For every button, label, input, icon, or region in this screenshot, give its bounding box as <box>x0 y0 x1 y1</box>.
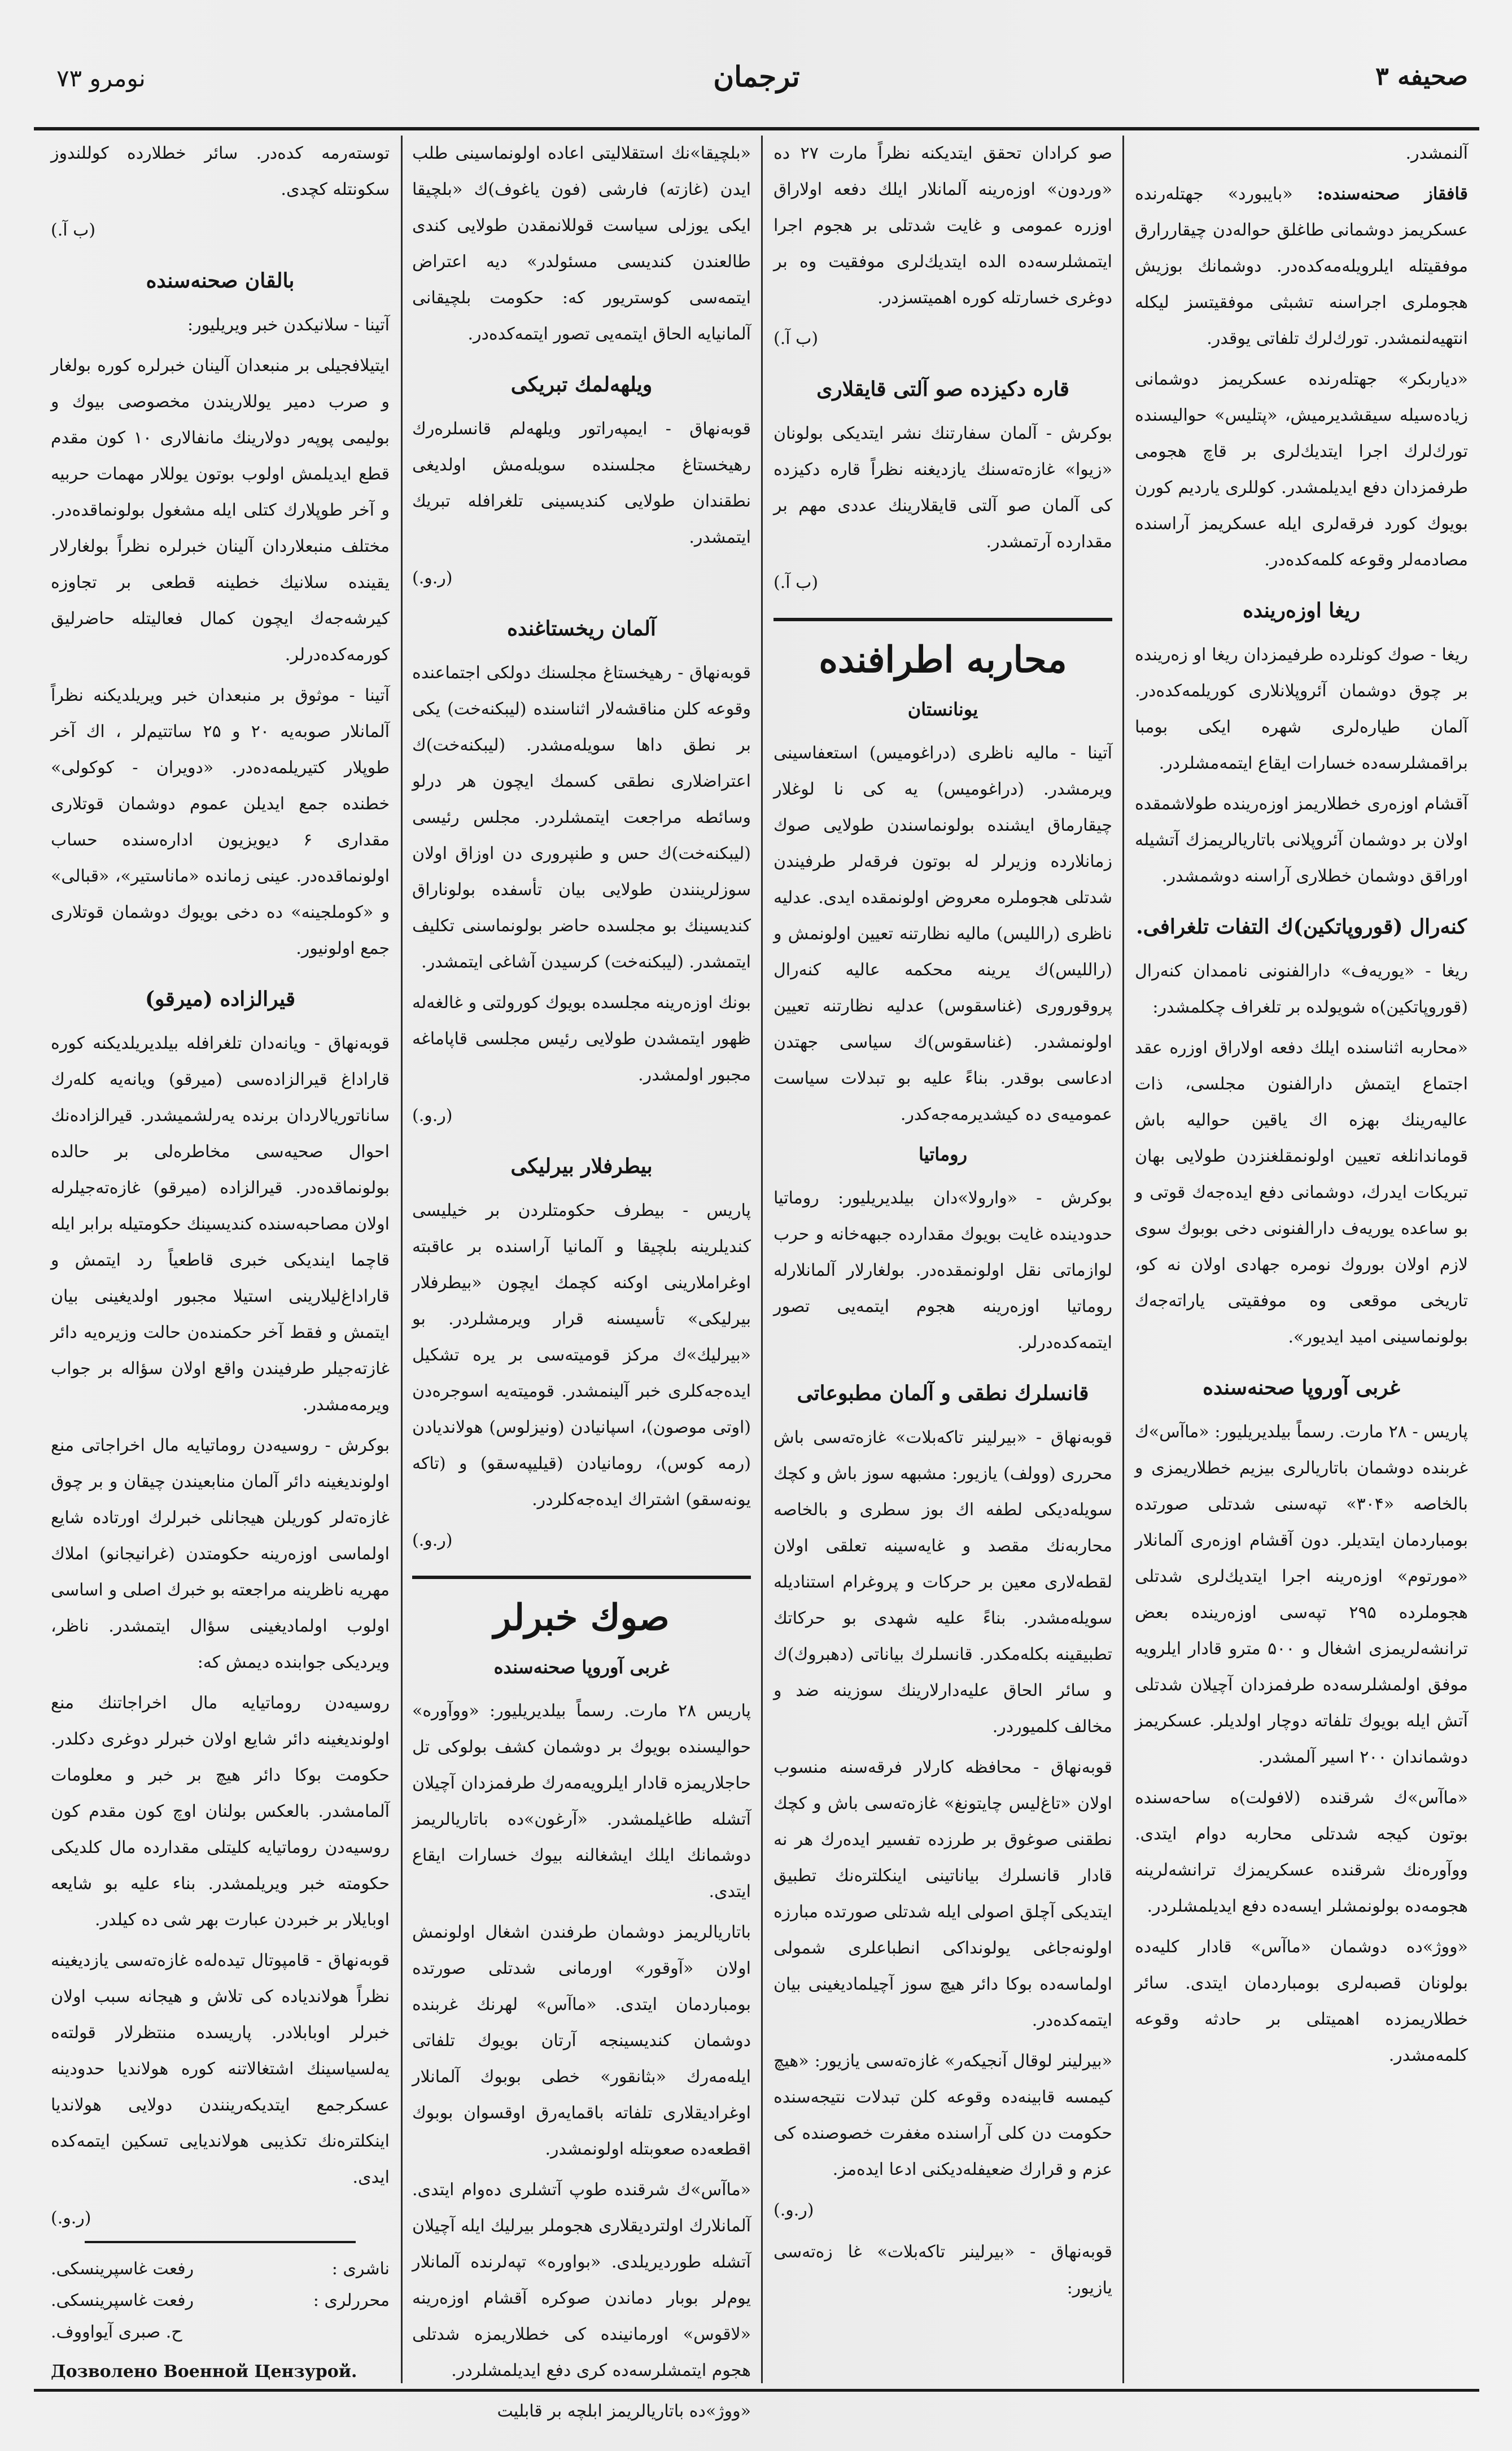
agency-signature: (ر.و.) <box>412 1106 453 1126</box>
verdun-text: صو کرادان تحقق ایتدیکنه نظراً مارت ۲۷ ده «وردون» اوزه‌رینه آلمانلار ایلك دفعه اولاراق اوزره عمومی و غایت شدتلی بر هجوم اجرا ایتمشلرسه‌ده الده ایتدیك‌لری موفقیت وه بر دوغری خسارتله کوره اهمیتسزدر. <box>774 143 1112 308</box>
editors-row <box>51 2285 390 2317</box>
caucasus-label: قافقاز صحنه‌سنده: <box>1317 184 1468 204</box>
front-text: توسته‌رمه کده‌در. سائر خطلارده کوللندوز سکونتله کچدی. <box>51 143 390 199</box>
page-number: صحیفه ۳ <box>1375 62 1468 91</box>
agency-signature: (ب آ.) <box>51 220 96 240</box>
evening-text: آقشام اوزه‌ری خطلاریمز اوزه‌رینده طولاشمقده اولان بر دوشمان آئروپلانی باتاریالریمزك آتشیله اوراقق دوشمان خطلاری آراسنه دوشمشدر. <box>1135 794 1468 886</box>
paris-text-2: باتاریالریمز دوشمان طرفندن اشغال اولونمش اولان «آوقور» اورمانی شدتلی صورتده بومباردمان ایتدی. «ماآس» لهرنك غربنده دوشمان کندیسینجه آرتان بویوك تلفاتی ایله‌مه‌رك «بثانقور» خطی بوبوك آلمانلار اوغرادیقلاری تلفاته باقمایه‌رق اوقسوان بوبوك اقطعه‌ده صعوبتله اولونمشدر. <box>412 1922 751 2159</box>
agency-signature: (ر.و.) <box>774 2200 814 2220</box>
neutrals-heading: بیطرفلار بیرلیکی <box>510 1154 653 1178</box>
prince-text: قوبه‌نهاق - ویانه‌دان تلغرافله بیلدیریلدیکنه کوره قاراداغ قیرالزاده‌سی (میرقو) ویانه‌یه کله‌رك ساناتوریالاردان برنده یه‌رلشمیشدر. قیرالزاده‌نك احوال صحیه‌سی مخاطره‌لی بر حالده بولونماقده‌در. قیرالزاده (میرقو) غازه‌ته‌جیلرله اولان مصاحبه‌سنده کندیسینك حکومتیله برابر ایله قاچما ایندیکی خبری قاطعیاً رد ایتمش و قاراداغ‌لیلارینی استیلا مجبور اولدیغینی بیان ایتمش و فقط آخر حکمنده‌ن حالت وزیره‌یه دائر غازته‌جیلر طرفیندن واقع اولان سؤاله بر جواب ویرمه‌مشدر. <box>51 1033 390 1415</box>
balkan-text: ایتیلافجیلی بر منبعدان آلینان خبرلره کوره بولغار و صرب دمیر یوللاریندن مخصوصی بیوك و بولیمی پوپه‌ر دو‌لارینك مانفالاری ۱۰ کون مقدم قطع ایدیلمش اولوب بوتون یوللار مهمات حربیه و آخر طوپلارك کتلی ایله مشغول بولونماقده‌در. مختلف منبعلاردان آلینان خبرلره نظراً بولغارلار یقینده سلانیك خطینه قطعی بر تجاوزه کیرشه‌جه‌ك ایچون کمال فعالیتله حاضرلیق کورمه‌کده‌درلر. <box>51 356 390 665</box>
issue-number: نومرو ۷۳ <box>56 64 146 92</box>
wilhelm-text: قوبه‌نهاق - ایمپه‌راتور ویلهه‌لم قانسلره‌رك رهیخستاغ مجلسنده سویله‌مش اولدیغی نطقندان طولایی کندیسینی تلغرافله تبریك ایتمشدر. <box>412 419 751 547</box>
last-text: قوبه‌نهاق - «بیرلینر تاکه‌بلات» غا زه‌ته‌سی یازیور: <box>774 2242 1112 2298</box>
chancellor-speech-heading: قانسلرك نطقی و آلمان مطبوعاتی <box>797 1381 1089 1405</box>
imprint <box>51 2231 390 2388</box>
paris-text-3: «ماآس»ك شرقنده طوپ آتشلری ده‌وام ایتدی. آلمانلارك اولتردیقلاری هجوملر بیرلیك ایله آچیلان آتشله طوردیریلدی. «بواوره» تپه‌لرنده آلمانلار یوم‌لر بوبار دماندن صوکره آقشام اوزه‌رینه «لاقوس» اورمانینده کی خطلاریمزه شدتلی هجوم ایتمشلرسه‌ده کری دفع ایدیلمشلردر. <box>412 2180 751 2380</box>
wilhelm-heading: ویلهه‌لمك تبریکی <box>510 373 653 396</box>
publisher-row <box>51 2253 390 2285</box>
west-front-text: پاریس - ۲۸ مارت. رسماً بیلدیریلیور: «ماآس»ك غربنده دوشمان باتاریالری بیزیم خطلاریمزی و بالخاصه «۳۰۴» تپه‌سنی شدتلی صورتده بومباردمان ایتدیلر. دون آقشام اوزه‌ری آلمانلار «مورتوم» اوزه‌رینه اجرا ایتدیك‌لری شدتلی هجوملرده ۲۹۵ تپه‌سی اوزه‌رینده بعض ترانشه‌لریمزی اشغال و ۵۰۰ مترو قادار ایلرویه موفق اولمشلرسه‌ده طرفمزدان آچیلان شدتلی آتش ایله بویوك تلفاته دوچار اولدیلر. عسکریمز دوشماندان ۲۰۰ اسیر آلمشدر. <box>1135 1422 1468 1767</box>
paris-text: پاریس ۲۸ مارت. رسماً بیلدیریلیور: «ووآوره» حوالیسنده بویوك بر دوشمان کشف بولوکی تل حاجلاریمزه قادار ایلرویه‌مه‌رك طرفمزدان آچیلان آتشله طاغیلمشدر. «آرغون»ده باتاریالریمز دوشمانك ایلك ایشغالنه بیوك خسارات ایقاع ایتدی. <box>412 1701 751 1902</box>
editor-1: رفعت غاسپرینسکی. <box>51 2291 194 2310</box>
article-caucasus <box>1135 176 1468 357</box>
general-heading: کنه‌رال (قوروپاتکین)ك التفات تلغرافی. <box>1136 915 1467 939</box>
bottom-rule <box>34 2389 1479 2392</box>
publisher-name: رفعت غاسپرینسکی. <box>51 2259 194 2279</box>
reichstag-text: قوبه‌نهاق - رهیخستاغ مجلسنك دولکی اجتماعنده وقوعه کلن مناقشه‌لار اثناسنده (لیبکنه‌خت) یکی بر نطق داها سویله‌مشدر. (لیبکنه‌خت)ك اعتراضلاری نطقی کسمك ایچون هر درلو وسائطه مراجعت ایتمشلردر. مجلس رئیسی (لیبکنه‌خت)ك حس و طنپروری دن اوزاق اولان سوزلرینندن طولایی بیان تأسفده بولوناراق کندیسینك بو مجلسده حاضر بولونماسنی تکلیف ایتمشدر. (لیبکنه‌خت) کرسیدن آشاغی ایتمشدر. <box>412 663 751 972</box>
war-section-heading: محاربه اطرافنده <box>774 618 1112 686</box>
general-text: ریغا - «یوریه‌ف» دارالفنونی ناممدان کنه‌رال (قوروپاتکین)ه شویولده بر تلغراف چکلمشدر: <box>1135 961 1468 1017</box>
black-sea-heading: قاره دکیزده صو آلتی قایقلاری <box>816 377 1069 401</box>
bucharest-quote: روسیه‌دن روماتیایه مال اخراجاتنك منع اولوندیغینه دائر شایع اولان خبرلر دوغری دکلدر. حکومت بوکا دائر هیچ بر خبر و معلومات آلمامشدر. بالعکس بولنان اوچ کون مقدم کون روسیه‌دن روماتیایه کلیتلی مقدارده مال کلدیکی حکومته خبر ویریلمشدر. بناء علیه بو شایعه اوبایلار بر خبردن عبارت بهر شی ده کیلدر. <box>51 1693 390 1930</box>
masthead: ترجمان <box>713 60 800 93</box>
reichstag-heading: آلمان ریخستاغنده <box>507 617 656 640</box>
agency-signature: (ر.و.) <box>412 568 453 588</box>
column-4 <box>51 136 390 2228</box>
chancellor-speech-text: قوبه‌نهاق - «بیرلینر تاکه‌بلات» غازه‌ته‌سی باش محرری (وولف) یازیور: مشبهه سوز باش و کچك سویله‌دیکی لطفه اك بوز سطری و بالخاصه محاربه‌نك مقصد و غایه‌سینه تعلقی اولان لقطه‌لاری معین بر حرکات و پروغرام استنادیله سویله‌مشدر. بناءً علیه شهدی بو حرکاتك تطبیقینه بکله‌مکدر. قانسلرك بیاناتی (دهبروك)ك و سائر الحاق علیه‌دارلارینك سوزینه ضد و مخالف کلمیوردر. <box>774 1428 1112 1737</box>
riga-text: ریغا - صوك کونلرده طرفیمزدان ریغا او زه‌رینده بر چوق دوشمان آئروپلانلاری کوریلمه‌کده‌در. آلمان طیاره‌لری شهره ایکی بومبا براقمشلرسه‌ده خسارات ایقاع ایتمه‌مشلردر. <box>1135 645 1468 773</box>
agency-signature: (ب آ.) <box>774 329 819 348</box>
vosges-text: «ووژ»ده دوشمان «ماآس» قادار کلیه‌ده بولونان قصبه‌لری بومباردمان ایتدی. سائر خطلاریمزده اهمیتلی بر حادثه وقوعه کلمه‌مشدر. <box>1135 1937 1468 2065</box>
running-header <box>34 51 1479 119</box>
column-divider <box>1122 136 1124 2383</box>
west-front-heading: غربی آوروپا صحنه‌سنده <box>1203 1376 1400 1399</box>
west-front-subheading: غربی آوروپا صحنه‌سنده <box>493 1656 670 1678</box>
censor-note: Дозволено Военной Цензурой. <box>51 2362 357 2382</box>
athens-text: آتینا - موثوق بر منبعدان خبر ویریلدیکنه نظراً آلمانلار صوبه‌یه ۲۰ و ۲۵ ساتتیم‌لر ، اك آخر طوپلار کتیریلمه‌ده‌در. «دویران - کوکولی» خطنده جمع ایدیلن عموم دوشمان قوتلاری مقداری ۶ دیویزیون اداره‌سنده حساب اولونماقده‌در. عینی زمانده «ماناستیر»، «قبالی» و «کوملجینه» ده دخی بویوك دوشمان قوتلاری جمع اولونیور. <box>51 686 390 958</box>
general-quote: «محاربه اثناسنده ایلك دفعه اولاراق اوزره عقد اجتماع ایتمش دارالفنون مجلسی، ذات عالیه‌رینك بهزه اك یاقین حوالیه باش قوماندانلغه تعیین اولونمقلغنزدن طولایی بهان تبریکات ایدرك، دوشمانی دفع ایده‌جه‌ك قوتی و بو ساعده یوریه‌ف دارالفنونی دخی بوبوك سوی لازم اولان بوروك نومره جهادی اولان نه کو، تاریخی موقعی وه موفقیتی یاراته‌جه‌ك بولونماسینی امید ایدیور». <box>1135 1038 1468 1347</box>
balkan-sub: آتینا - سلانیکدن خبر ویریلیور: <box>187 315 390 335</box>
column-1 <box>1135 136 1468 2366</box>
column-2 <box>774 136 1112 2366</box>
intro-line: آلنمشدر. <box>1405 143 1468 163</box>
greece-heading: یونانستان <box>907 699 978 720</box>
neutrals-text: پاریس - بیطرف حکومتلردن بر خیلیسی کندیلرینه بلچیقا و آلمانیا آراسنده بر عاقبته اوغراملارینی اوکنه کچمك ایچون «بیطرفلار بیرلیکی» تأسیسنه قرار ویرمشلردر. بو «بیرلیك»ك مرکز قومیته‌سی بر یره تشکیل ایده‌جه‌کلری خبر آلینمشدر. قومیته‌یه اسوجره‌دن (اوتی موصون)، اسپانیادن (ونیزلوس) هولاندیادن (رمه کوس)، رومانیادن (قیلیپه‌سقو) و (تاکه یونه‌سقو) اشتراك ایده‌جه‌کلردر. <box>412 1201 751 1510</box>
reichstag-text-2: بونك اوزه‌رینه مجلسده بویوك کورولتی و غالغه‌له ظهور ایتمشدن طولایی رئیس مجلسی قاپاماغه مجبور اولمشدر. <box>412 993 751 1085</box>
riga-heading: ریغا اوزه‌رینده <box>1243 599 1360 622</box>
prince-heading: قیرالزاده (میرقو) <box>145 987 296 1011</box>
romania-text: بوکرش - «وارولا»دان بیلدیریلیور: روماتیا حدودینده غایت بویوك مقدارده جبهه‌خانه و حرب لوازماتی نقل اولونمقده‌در. بولغارلار آلمانلارله روماتیا اوزه‌رینه هجوم ایتمه‌یی تصور ایتمه‌کده‌درلر. <box>774 1188 1112 1353</box>
holland-text: قوبه‌نهاق - قامپوتال تیده‌له‌ه غازه‌ته‌سی یازدیغینه نظراً هولاندیاده کی تلاش و هیجانه سبب اولان خبرلر اوبابلادر. پاریسده منتظرلار قولته‌ه یه‌لسیاسینك اشتغالاتنه کوره هولاندیا حدودینه عسکرجمع ایتدیکه‌رینندن دولایی هولاندیا اینکلتره‌نك تکذیبی هولاندیایی تسکین ایتمه‌کده ایدی. <box>51 1951 390 2187</box>
editors-label: محررلری : <box>313 2291 390 2310</box>
romania-heading: روماتیا <box>918 1144 968 1165</box>
header-rule <box>34 127 1479 130</box>
belgium-text: «بلچیقا»نك استقلالیتی اعاده اولونماسینی طلب ایدن (غازته) فارشی (فون یاغوف)ك «بلچیقا ایکی یوزلی سیاست قوللانمقدن طولایی کندی طالعندن کندیسی مسئولدر» دیه اعتراض ایتمه‌سی کوستریور که: حکومت بلچیقانی آلمانیایه الحاق ایتمه‌یی تصور ایتمه‌کده‌در. <box>412 143 751 344</box>
dibekr-text: «دیاربکر» جهتله‌رنده عسکریمز دوشمانی زیاده‌سیله سیقشدیرمیش، «پتلیس» حوالیسنده تورك‌لرك اجرا ایتدیك‌لری بر قاچ هجومی طرفمزدان دفع ایدیلمشدر. کوللری یاردیم کورن بویوك کورد فرقه‌لری ایله عسکریمز آراسنده مصادمه‌لر وقوعه کلمه‌کده‌در. <box>1135 369 1468 570</box>
tageblatt-text: «بیرلینر لوقال آنجیکه‌ر» غازه‌ته‌سی یازیور: «هیچ کیمسه قابینه‌ده وقوعه کلن تبدلات نتیجه‌سنده حکومت دن کلی آراسنده مغفرت خصوصنده کی عزم و قرارك ضعیفله‌دیکنی ادعا ایده‌مز. <box>774 2051 1112 2179</box>
publisher-label: ناشری : <box>331 2259 390 2279</box>
meuse-text: «ماآس»ك شرقنده (لافولت)ه ساحه‌سنده بوتون کیجه شدتلی محاربه دوام ایتدی. ووآوره‌نك شرقنده عسکریمزك ترانشه‌لرینه هجومه‌ده بولونمشلر ایسه‌ده دفع ایدیلمشلردر. <box>1135 1788 1468 1916</box>
caucasus-text: «بایبورد» جهتله‌رنده عسکریمز دوشمانی طاغلق حواله‌دن چیقاررارق موفقیتله ایلرویله‌مه‌کده‌در. دوشمانك بوزیش هجوملری اجراسنه تشبثی موفقیتسز لیکله انتهیه‌لنمشدر. تورك‌لرك تلفاتی یوقدر. <box>1135 184 1468 348</box>
imprint-rule <box>85 2241 356 2243</box>
party-text: قوبه‌نهاق - محافظه کارلار فرقه‌سنه منسوب اولان «تاغ‌لیس چایتونغ» غازه‌ته‌سی باش و کچك نطقنی صوغوق بر طرزده تفسیر ایده‌رك هر نه قادار قانسلرك بیاناتینی اینکلتره‌نك تطبیق ایتدیکی آچلق اصولی ایله شدتلی صورتده مبارزه اولونه‌جاغی یولونداکی انطباعلری شمولی اولماسه‌ده بوکا دائر هیچ سوز آچیلمادیغینی بیان ایتمه‌کده‌در. <box>774 1757 1112 2030</box>
agency-signature: (ب آ.) <box>774 573 819 592</box>
paris-text-4: «ووژ»ده باتاریالریمز ابلچه بر قابلیت <box>497 2401 751 2421</box>
greece-text: آتینا - مالیه ناظری (دراغومیس) استعفاسینی ویرمشدر. (دراغومیس) یه کی نا لوغلار چیقارماق ایشنده بولونماسندن طولایی صوك زمانلارده وزیرلر‌ له بوتون فرقه‌لر طرفیندن شدتلی هجوملره معروض اولونمقده ایدی. عدلیه ناظری (راللیس) مالیه نظارتنه تعیین اولونمش و (راللیس)ك یرینه محکمه عالیه کنه‌رال پروقوروری (غناسقوس) عدلیه نظارتنه تعیین اولونمشدر. (غناسقوس)ك سیاسی جهتدن ادعاسی بوقدر. بناءً علیه بو تبدلات سیاست عمومیه‌ی ده کیشدیرمه‌جه‌کدر. <box>774 743 1112 1124</box>
black-sea-text: بوکرش - آلمان سفارتنك نشر ایتدیکی بولونان «زیوا» غازه‌ته‌سنك یازدیغنه نظراً قاره دکیزده کی آلمان صو آلتی قایقلارینك عددی مهم بر مقدارده آرتمشدر. <box>774 424 1112 552</box>
column-divider <box>401 136 403 2383</box>
agency-signature: (ر.و.) <box>412 1530 453 1550</box>
agency-signature: (ر.و.) <box>51 2208 91 2228</box>
column-3 <box>412 136 751 2421</box>
latest-news-heading: صوك خبرلر <box>412 1576 751 1643</box>
editor-2: ح. صبری آیواووف. <box>51 2322 182 2342</box>
bucharest-text: بوکرش - روسیه‌دن روماتیایه مال اخراجاتی منع اولوندیغینه دائر آلمان منابعیندن چیقان و بر چوق غازه‌ته‌لر کوریلن هیجانلی خبرلرك اورتاده شایع اولماسی اوزه‌رینه حکومتدن (غرانیجانو) املاك مهریه ناظرینه مراجعته بو خبرك اصلی و اساسی اولوب اولمادیغینی سؤال ایتمشدر. ناظر، ویردیکی جوابنده دیمش که: <box>51 1436 390 1672</box>
column-divider <box>761 136 763 2383</box>
balkan-heading: بالقان صحنه‌سنده <box>146 269 295 293</box>
editors-row-2 <box>51 2317 390 2348</box>
